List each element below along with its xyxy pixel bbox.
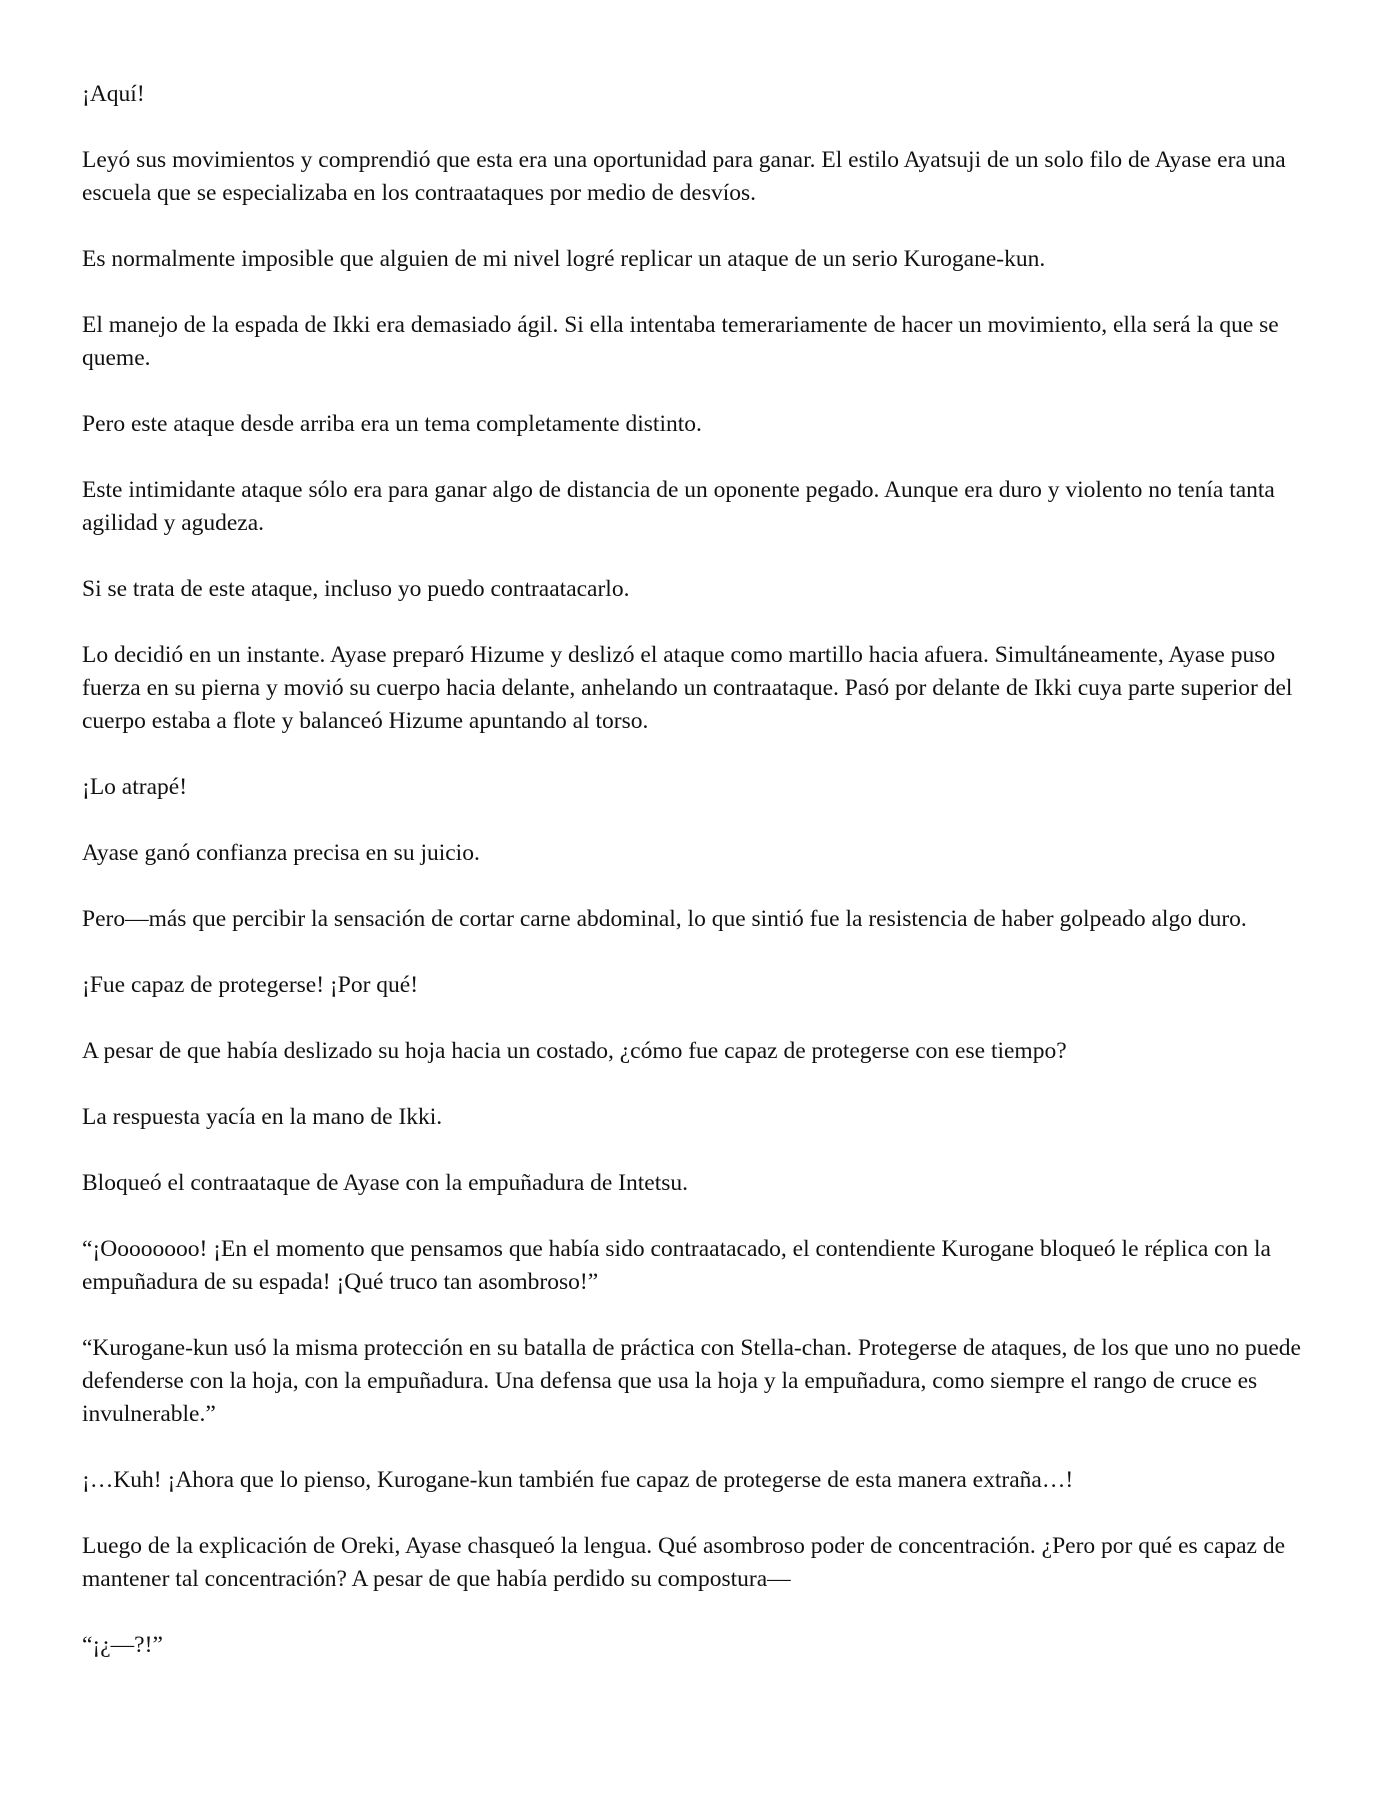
paragraph-1: ¡Aquí!: [82, 81, 145, 107]
paragraph-13: A pesar de que había deslizado su hoja hacia un costado, ¿cómo fue capaz de protegerse con ese tiempo?: [82, 1038, 1067, 1064]
paragraph-5: Pero este ataque desde arriba era un tema completamente distinto.: [82, 411, 702, 437]
paragraph-12: ¡Fue capaz de protegerse! ¡Por qué!: [82, 972, 419, 998]
paragraph-7: Si se trata de este ataque, incluso yo puedo contraatacarlo.: [82, 576, 630, 602]
paragraph-14: La respuesta yacía en la mano de Ikki.: [82, 1104, 443, 1130]
paragraph-20: “¡¿—?!”: [82, 1632, 163, 1658]
paragraph-3: Es normalmente imposible que alguien de mi nivel logré replicar un ataque de un serio Kurogane-kun.: [82, 246, 1046, 272]
paragraph-10: Ayase ganó confianza precisa en su juicio.: [82, 840, 480, 866]
paragraph-19: Luego de la explicación de Oreki, Ayase chasqueó la lengua. Qué asombroso poder de concentración. ¿Pero por qué es capaz de mantener tal concentración? A pesar de que había perdido su compostura—: [82, 1533, 1286, 1592]
paragraph-4: El manejo de la espada de Ikki era demasiado ágil. Si ella intentaba temerariamente de hacer un movimiento, ella será la que se queme.: [82, 312, 1279, 371]
paragraph-8: Lo decidió en un instante. Ayase preparó Hizume y deslizó el ataque como martillo hacia afuera. Simultáneamente, Ayase puso fuerza en su pierna y movió su cuerpo hacia delante, anhelando un contraataque. Pasó por delante de Ikki cuya parte superior del cuerpo estaba a flote y balanceó Hizume apuntando al torso.: [82, 642, 1293, 734]
paragraph-6: Este intimidante ataque sólo era para ganar algo de distancia de un oponente pegado. Aunque era duro y violento no tenía tanta agilidad y agudeza.: [82, 477, 1275, 536]
paragraph-16: “¡Oooooooo! ¡En el momento que pensamos que había sido contraatacado, el contendiente Kurogane bloqueó le réplica con la empuñadura de su espada! ¡Qué truco tan asombroso!”: [82, 1236, 1271, 1295]
paragraph-2: Leyó sus movimientos y comprendió que esta era una oportunidad para ganar. El estilo Ayatsuji de un solo filo de Ayase era una escuela que se especializaba en los contraataques por medio de desvíos.: [82, 147, 1286, 206]
document-page: [82, 78, 1327, 1695]
paragraph-11: Pero—más que percibir la sensación de cortar carne abdominal, lo que sintió fue la resistencia de haber golpeado algo duro.: [82, 906, 1247, 932]
paragraph-18: ¡…Kuh! ¡Ahora que lo pienso, Kurogane-kun también fue capaz de protegerse de esta manera extraña…!: [82, 1467, 1074, 1493]
paragraph-15: Bloqueó el contraataque de Ayase con la empuñadura de Intetsu.: [82, 1170, 689, 1196]
paragraph-17: “Kurogane-kun usó la misma protección en su batalla de práctica con Stella-chan. Protegerse de ataques, de los que uno no puede defenderse con la hoja, con la empuñadura. Una defensa que usa la hoja y la empuñadura, como siempre el rango de cruce es invulnerable.”: [82, 1335, 1301, 1427]
paragraph-9: ¡Lo atrapé!: [82, 774, 188, 800]
